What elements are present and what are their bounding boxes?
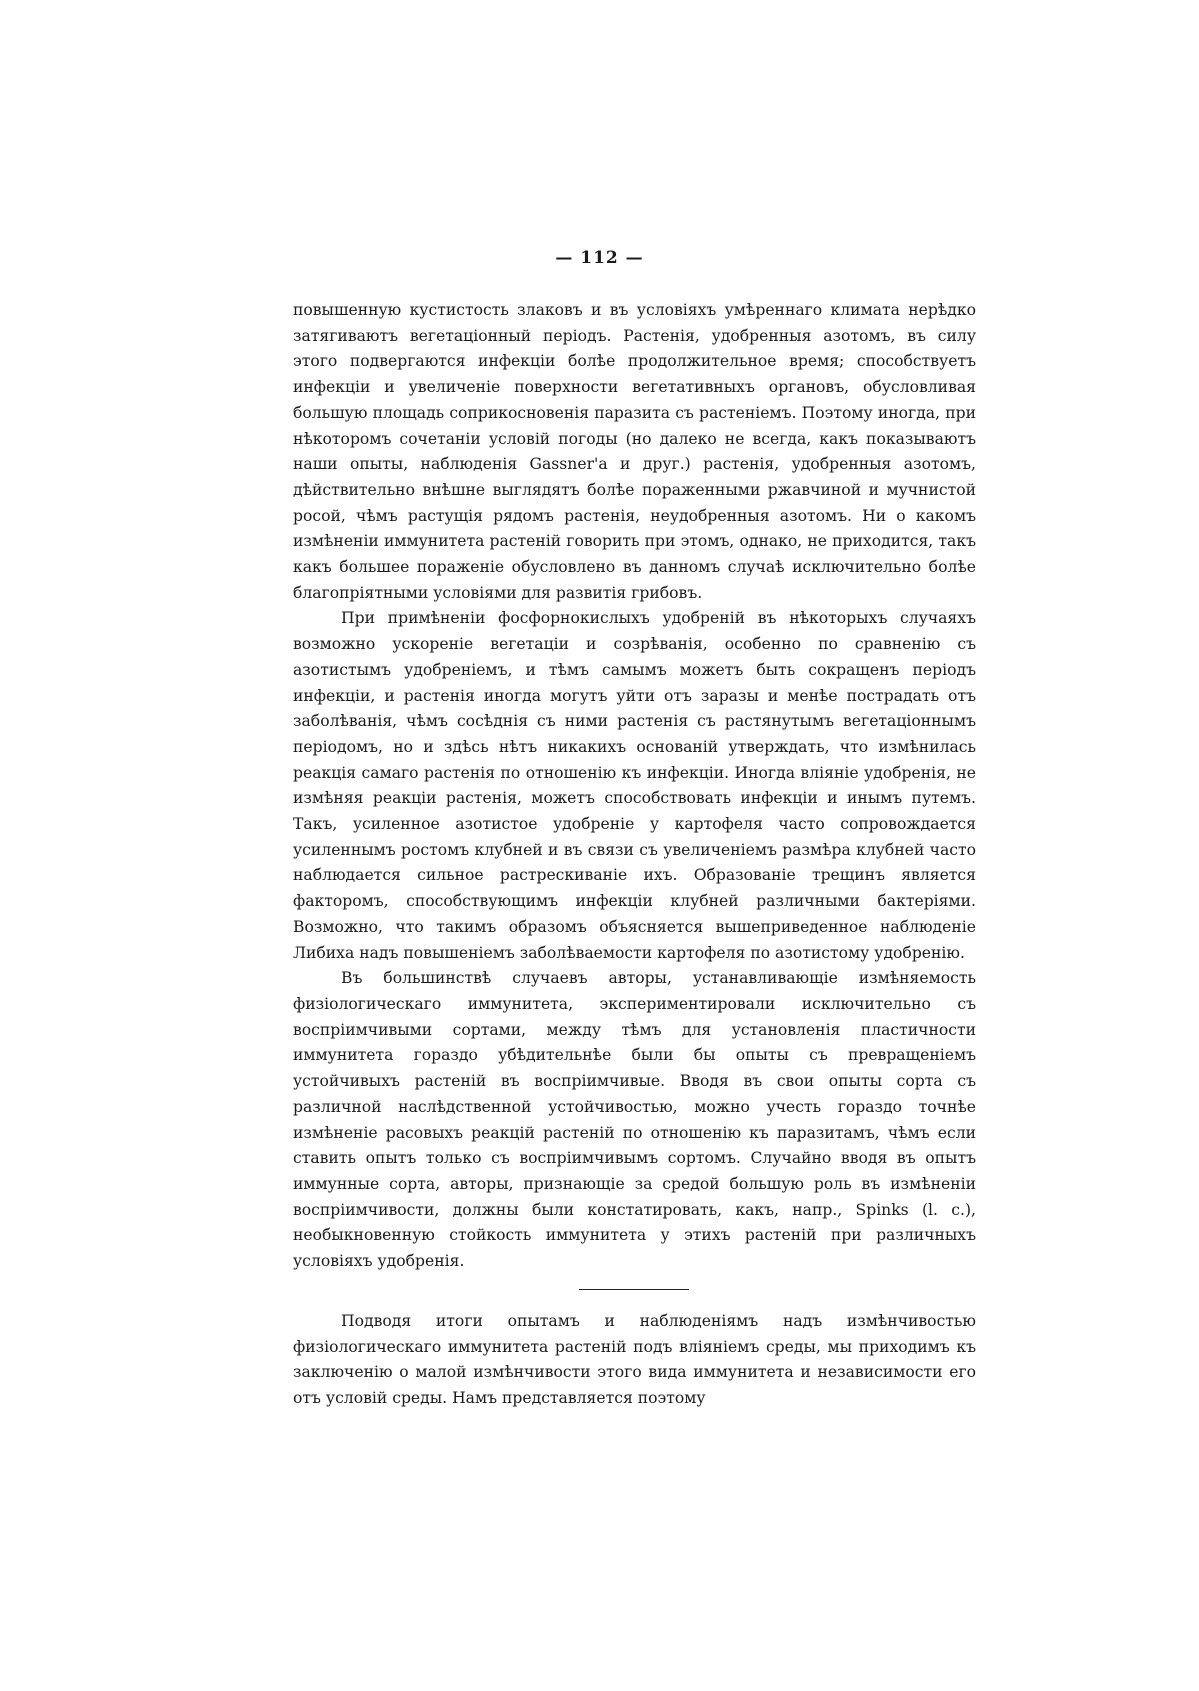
section-divider <box>579 1289 689 1290</box>
paragraph-continuation: повышенную кустистость злаковъ и въ условіяхъ умѣреннаго климата нерѣдко затягиваютъ вегетаціонный періодъ. Растенія, удобренныя азотомъ, въ силу этого подвергаются инфекціи болѣе продолжительное время; способствуетъ инфекціи и увеличеніе поверхности вегетативныхъ органовъ, обусловливая большую площадь соприкосновенія паразита съ растеніемъ. Поэтому иногда, при нѣкоторомъ сочетаніи условій погоды (но далеко не всегда, какъ показываютъ наши опыты, наблюденія Gassner'a и друг.) растенія, удобренныя азотомъ, дѣйствительно внѣшне выглядятъ болѣе пораженными ржавчиной и мучнистой росой, чѣмъ растущія рядомъ растенія, неудобренныя азотомъ. Ни о какомъ измѣненіи иммунитета растеній говорить при этомъ, однако, не приходится, такъ какъ большее пораженіе обусловлено въ данномъ случаѣ исключительно болѣе благопріятными условіями для развитія грибовъ. <box>293 301 976 602</box>
page-number: — 112 — <box>555 248 644 268</box>
main-text <box>293 298 976 1275</box>
paragraph-summary: Подводя итоги опытамъ и наблюденіямъ надъ измѣнчивостью физіологическаго иммунитета растеній подъ вліяніемъ среды, мы приходимъ къ заключенію о малой измѣнчивости этого вида иммунитета и независимости его отъ условій среды. Намъ представляется поэтому <box>293 1312 976 1408</box>
paragraph-authors: Въ большинствѣ случаевъ авторы, устанавливающіе измѣняемость физіологическаго иммунитета, экспериментировали исключительно съ воспріимчивыми сортами, между тѣмъ для установленія пластичности иммунитета гораздо убѣдительнѣе были бы опыты съ превращеніемъ устойчивыхъ растеній въ воспріимчивые. Вводя въ свои опыты сорта съ различной наслѣдственной устойчивостью, можно учесть гораздо точнѣе измѣненіе расовыхъ реакцій растеній по отношенію къ паразитамъ, чѣмъ если ставить опытъ только съ воспріимчивымъ сортомъ. Случайно вводя въ опытъ иммунные сорта, авторы, признающіе за средой большую роль въ измѣненіи воспріимчивости, должны были констатировать, какъ, напр., Spinks (l. c.), необыкновенную стойкость иммунитета у этихъ растеній при различныхъ условіяхъ удобренія. <box>293 969 976 1271</box>
paragraph-phosphate: При примѣненіи фосфорнокислыхъ удобреній въ нѣкоторыхъ случаяхъ возможно ускореніе вегетаціи и созрѣванія, особенно по сравненію съ азотистымъ удобреніемъ, и тѣмъ самымъ можетъ быть сокращенъ періодъ инфекціи, и растенія иногда могутъ уйти отъ заразы и менѣе пострадать отъ заболѣванія, чѣмъ сосѣднія съ ними растенія съ растянутымъ вегетаціоннымъ періодомъ, но и здѣсь нѣтъ никакихъ основаній утверждать, что измѣнилась реакція самаго растенія по отношенію къ инфекціи. Иногда вліяніе удобренія, не измѣняя реакціи растенія, можетъ способствовать инфекціи и инымъ путемъ. Такъ, усиленное азотистое удобреніе у картофеля часто сопровождается усиленнымъ ростомъ клубней и въ связи съ увеличеніемъ размѣра клубней часто наблюдается сильное растрескиваніе ихъ. Образованіе трещинъ является факторомъ, способствующимъ инфекціи клубней различными бактеріями. Возможно, что такимъ образомъ объясняется вышеприведенное наблюденіе Либиха надъ повышеніемъ заболѣваемости картофеля по азотистому удобренію. <box>293 609 976 962</box>
summary-text <box>293 1309 976 1412</box>
